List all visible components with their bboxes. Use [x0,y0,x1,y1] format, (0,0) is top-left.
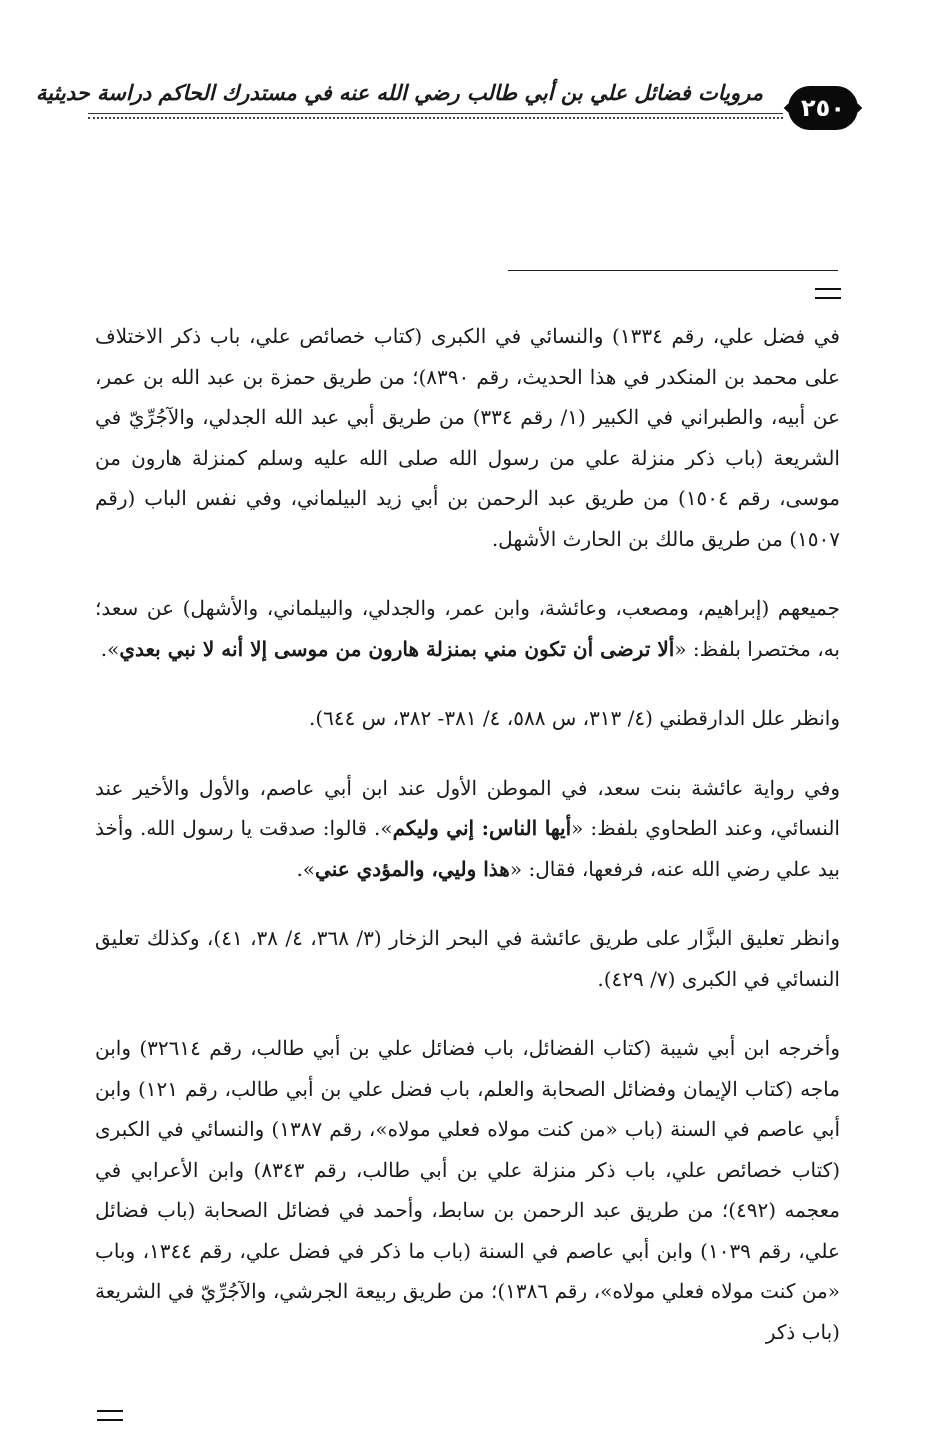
paragraph-text: جميعهم (إبراهيم، ومصعب، وعائشة، وابن عمر، والجدلي، والبيلماني، والأشهل) عن سعد؛ به، مختصرا بلفظ: « [95,596,840,661]
footnote-paragraph [95,768,840,890]
paragraph-text: ». [296,856,316,881]
footnote-paragraph [95,918,840,999]
paragraph-text: وأخرجه ابن أبي شيبة (كتاب الفضائل، باب فضائل علي بن أبي طالب، رقم ٣٢٦١٤) وابن ماجه (كتاب الإيمان وفضائل الصحابة والعلم، باب فضل علي بن أبي طالب، رقم ١٢١) وابن أبي عاصم في السنة (باب «من كنت مولاه فعلي مولاه»، رقم ١٣٨٧) والنسائي في الكبرى (كتاب خصائص علي، باب ذكر منزلة علي بن أبي طالب، رقم ٨٣٤٣) وابن الأعرابي في معجمه (٤٩٢)؛ من طريق عبد الرحمن بن سابط، وأحمد في فضائل الصحابة (باب فضائل علي، رقم ١٠٣٩) وابن أبي عاصم في السنة (باب ما ذكر في فضل علي، رقم ١٣٤٤، وباب «من كنت مولاه فعلي مولاه»، رقم ١٣٨٦)؛ من طريق ربيعة الجرشي، والآجُرِّيّ في الشريعة (باب ذكر [95,1036,841,1344]
footnote-separator-rule [508,270,838,271]
continuation-mark-bottom [97,1410,123,1421]
paragraph-text: وانظر تعليق البزَّار على طريق عائشة في البحر الزخار (٣/ ٣٦٨، ٤/ ٣٨، ٤١)، وكذلك تعليق النسائي في الكبرى (٧/ ٤٢٩). [95,926,841,991]
footnote-paragraph [95,588,840,669]
hadith-quote: هذا وليي، والمؤدي عني [315,856,510,881]
footnote-paragraph [95,316,840,559]
paragraph-text: وانظر علل الدارقطني (٤/ ٣١٣، س ٥٨٨، ٤/ ٣٨١- ٣٨٢، س ٦٤٤). [308,706,840,730]
running-header-title: مرويات فضائل علي بن أبي طالب رضي الله عنه في مستدرك الحاكم دراسة حديثية [35,80,763,105]
header-rule [88,113,783,114]
page-number-badge: ٢٥٠ [788,86,858,130]
paragraph-text: ». قالوا: صدقت يا رسول الله. وأخذ بيد علي رضي الله عنه، فرفعها، فقال: « [95,816,840,881]
header-dotted-rule [88,117,783,119]
paragraph-text: في فضل علي، رقم ١٣٣٤) والنسائي في الكبرى (كتاب خصائص علي، باب ذكر الاختلاف على محمد بن المنكدر في هذا الحديث، رقم ٨٣٩٠)؛ من طريق حمزة بن عبد الله بن عمر، عن أبيه، والطبراني في الكبير (١/ رقم ٣٣٤) من طريق أبي عبد الله الجدلي، والآجُرِّيّ في الشريعة (باب ذكر منزلة علي من رسول الله صلى الله عليه وسلم كمنزلة هارون من موسى، رقم ١٥٠٤) من طريق عبد الرحمن بن أبي زيد البيلماني، وفي نفس الباب (رقم ١٥٠٧) من طريق مالك بن الحارث الأشهل. [95,324,840,551]
footnote-paragraph [95,698,840,739]
paragraph-text: ». [100,636,120,661]
continuation-mark-top [815,288,841,299]
running-header [35,70,858,130]
paragraph-text: وفي رواية عائشة بنت سعد، في الموطن الأول عند ابن أبي عاصم، والأول والأخير عند النسائي، وعند الطحاوي بلفظ: « [95,775,840,840]
hadith-quote: أيها الناس: إني وليكم [392,816,572,840]
hadith-quote: ألا ترضى أن تكون مني بمنزلة هارون من موسى إلا أنه لا نبي بعدي [119,636,675,661]
footnote-paragraph [95,1028,840,1352]
footnote-body [95,316,840,1381]
